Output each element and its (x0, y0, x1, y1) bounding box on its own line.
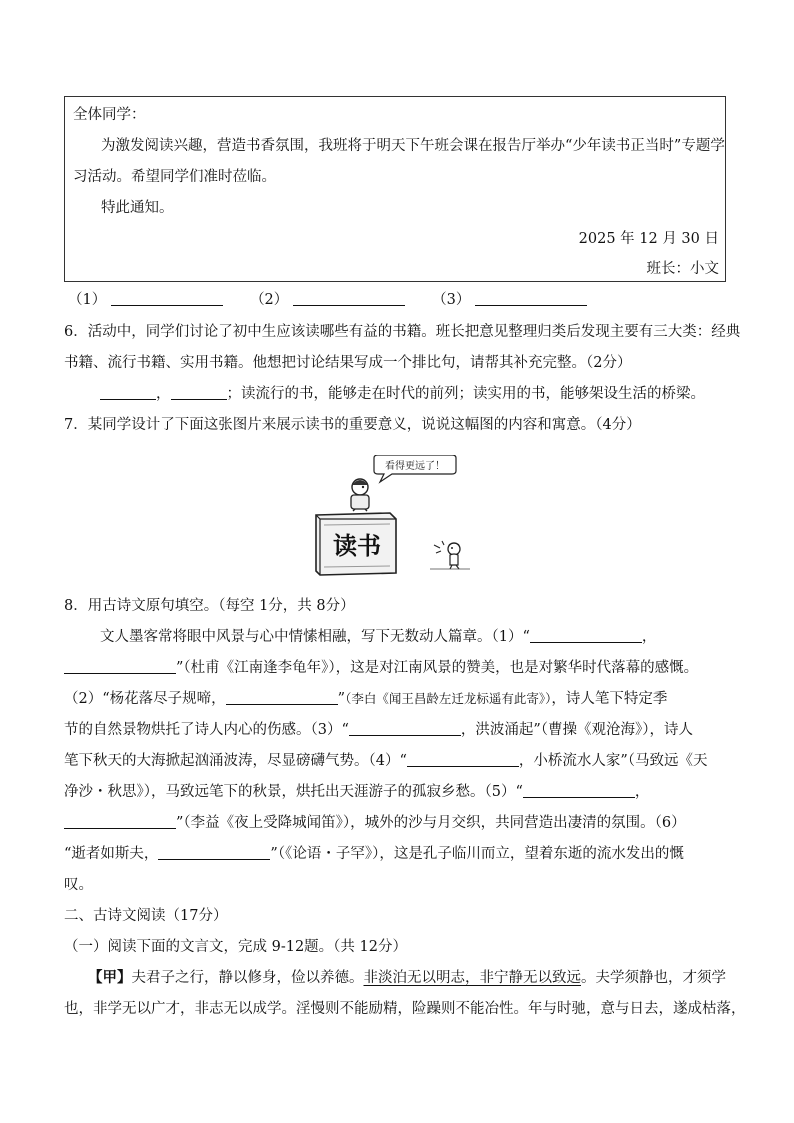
q5-blank-3[interactable] (475, 290, 587, 306)
q6-separator: ， (156, 386, 171, 402)
person-body-icon (351, 495, 369, 509)
q8-text: ，洪波涌起”（曹操《观沧海》），诗人 (460, 722, 694, 738)
q8-text: ”（《论语・子罕》），这是孔子临川而立，望着东逝的流水发出的慨 (270, 846, 684, 862)
q8-line-3 (64, 689, 667, 709)
q5-blank-2[interactable] (293, 290, 405, 306)
notice-signer: 班长：小文 (646, 261, 719, 277)
q8-blank-5[interactable] (407, 751, 519, 767)
q8-text: （2）“杨花落尽子规啼， (64, 691, 226, 707)
notice-date: 2025 年 12 月 30 日 (578, 231, 719, 247)
q8-text: ，诗人笔下特定季 (551, 691, 668, 707)
notice-greeting: 全体同学： (73, 107, 146, 123)
book-box-text: 读书 (333, 532, 381, 560)
q8-line-6 (64, 782, 649, 802)
passage-line-2: 也，非学无以广才，非志无以成学。淫慢则不能励精，险躁则不能冶性。年与时驰，意与日去，遂成枯落， (64, 1001, 746, 1017)
q8-text: 节的自然景物烘托了诗人内心的伤感。（3）“ (64, 722, 349, 738)
speech-bubble-text: 看得更远了！ (385, 461, 445, 472)
q8-line-9: 叹。 (64, 877, 93, 893)
q8-line-1 (100, 627, 656, 647)
q6-line-2: 书籍、流行书籍、实用书籍。他想把讨论结果写成一个排比句，请帮其补充完整。（2分） (64, 355, 632, 371)
notice-box (64, 96, 726, 282)
passage-text: 夫君子之行，静以修身，俭以养德。 (131, 970, 364, 986)
q8-line-7 (64, 813, 686, 833)
q7-line-1: 7．某同学设计了下面这张图片来展示读书的重要意义，说说这幅图的内容和寓意。（4分） (64, 417, 641, 433)
section-2-title: 二、古诗文阅读（17分） (64, 908, 228, 924)
passage-mark: 【甲】 (88, 969, 132, 986)
q8-text: ， (641, 629, 657, 645)
q8-line-2 (64, 658, 698, 678)
person-eye-icon (362, 486, 364, 488)
notice-body-line-1: 为激发阅读兴趣，营造书香氛围，我班将于明天下午班会课在报告厅举办“少年读书正当时”专题学 (101, 138, 725, 154)
q5-blank-1[interactable] (111, 290, 223, 306)
q8-line-8 (64, 844, 684, 864)
small-person-body-icon (450, 554, 458, 565)
reading-cartoon (310, 455, 470, 580)
q6-blank-1[interactable] (100, 384, 156, 400)
q8-text: 净沙・秋思》），马致远笔下的秋景，烘托出天涯游子的孤寂乡愁。（5）“ (64, 784, 523, 800)
passage-text: 。夫学须静也，才须学 (581, 970, 726, 986)
notice-closing: 特此通知。 (101, 200, 174, 216)
q8-blank-4[interactable] (349, 720, 461, 736)
q6-line-3 (100, 384, 705, 404)
q6-tail: ；读流行的书，能够走在时代的前列；读实用的书，能够架设生活的桥梁。 (226, 386, 705, 402)
notice-body-line-2: 习活动。希望同学们准时莅临。 (73, 169, 276, 185)
section-2-subtitle: （一）阅读下面的文言文，完成 9-12题。（共 12分） (64, 939, 407, 955)
q8-text: “逝者如斯夫， (64, 846, 159, 862)
q8-blank-3[interactable] (226, 689, 338, 705)
q6-line-1: 6．活动中，同学们讨论了初中生应该读哪些有益的书籍。班长把意见整理归类后发现主要有三大类：经典 (64, 324, 741, 340)
q8-blank-6[interactable] (523, 782, 635, 798)
q8-text: ” (337, 691, 346, 707)
q8-line-5 (64, 751, 708, 771)
q5-blank-3-label: （3） (432, 292, 471, 308)
motion-lines-icon (434, 541, 444, 553)
q8-text: 文人墨客常将眼中风景与心中情愫相融，写下无数动人篇章。（1）“ (100, 629, 530, 645)
q5-blank-1-label: （1） (68, 292, 107, 308)
q5-answer-row (68, 290, 587, 310)
q8-line-4 (64, 720, 693, 740)
q8-blank-7[interactable] (64, 813, 176, 829)
q5-blank-2-label: （2） (250, 292, 289, 308)
q8-source: （李白《闻王昌龄左迁龙标遥有此寄》） (345, 691, 552, 706)
q8-text: ”（杜甫《江南逢李龟年》），这是对江南风景的赞美，也是对繁华时代落幕的感慨。 (176, 660, 699, 676)
q8-text: ”（李益《夜上受降城闻笛》），城外的沙与月交织，共同营造出凄清的氛围。（6） (176, 815, 686, 831)
q6-blank-2[interactable] (171, 384, 227, 400)
q8-text: ，小桥流水人家”（马致远《天 (518, 753, 708, 769)
q8-blank-2[interactable] (64, 658, 176, 674)
q8-text: ， (634, 784, 650, 800)
q8-text: 笔下秋天的大海掀起汹涌波涛，尽显磅礴气势。（4）“ (64, 753, 407, 769)
q8-blank-8[interactable] (158, 844, 270, 860)
q8-title: 8．用古诗文原句填空。（每空 1分，共 8分） (64, 598, 355, 614)
passage-line-1 (88, 968, 726, 988)
q8-blank-1[interactable] (530, 627, 642, 643)
passage-underlined: 非淡泊无以明志，非宁静无以致远 (363, 970, 581, 986)
